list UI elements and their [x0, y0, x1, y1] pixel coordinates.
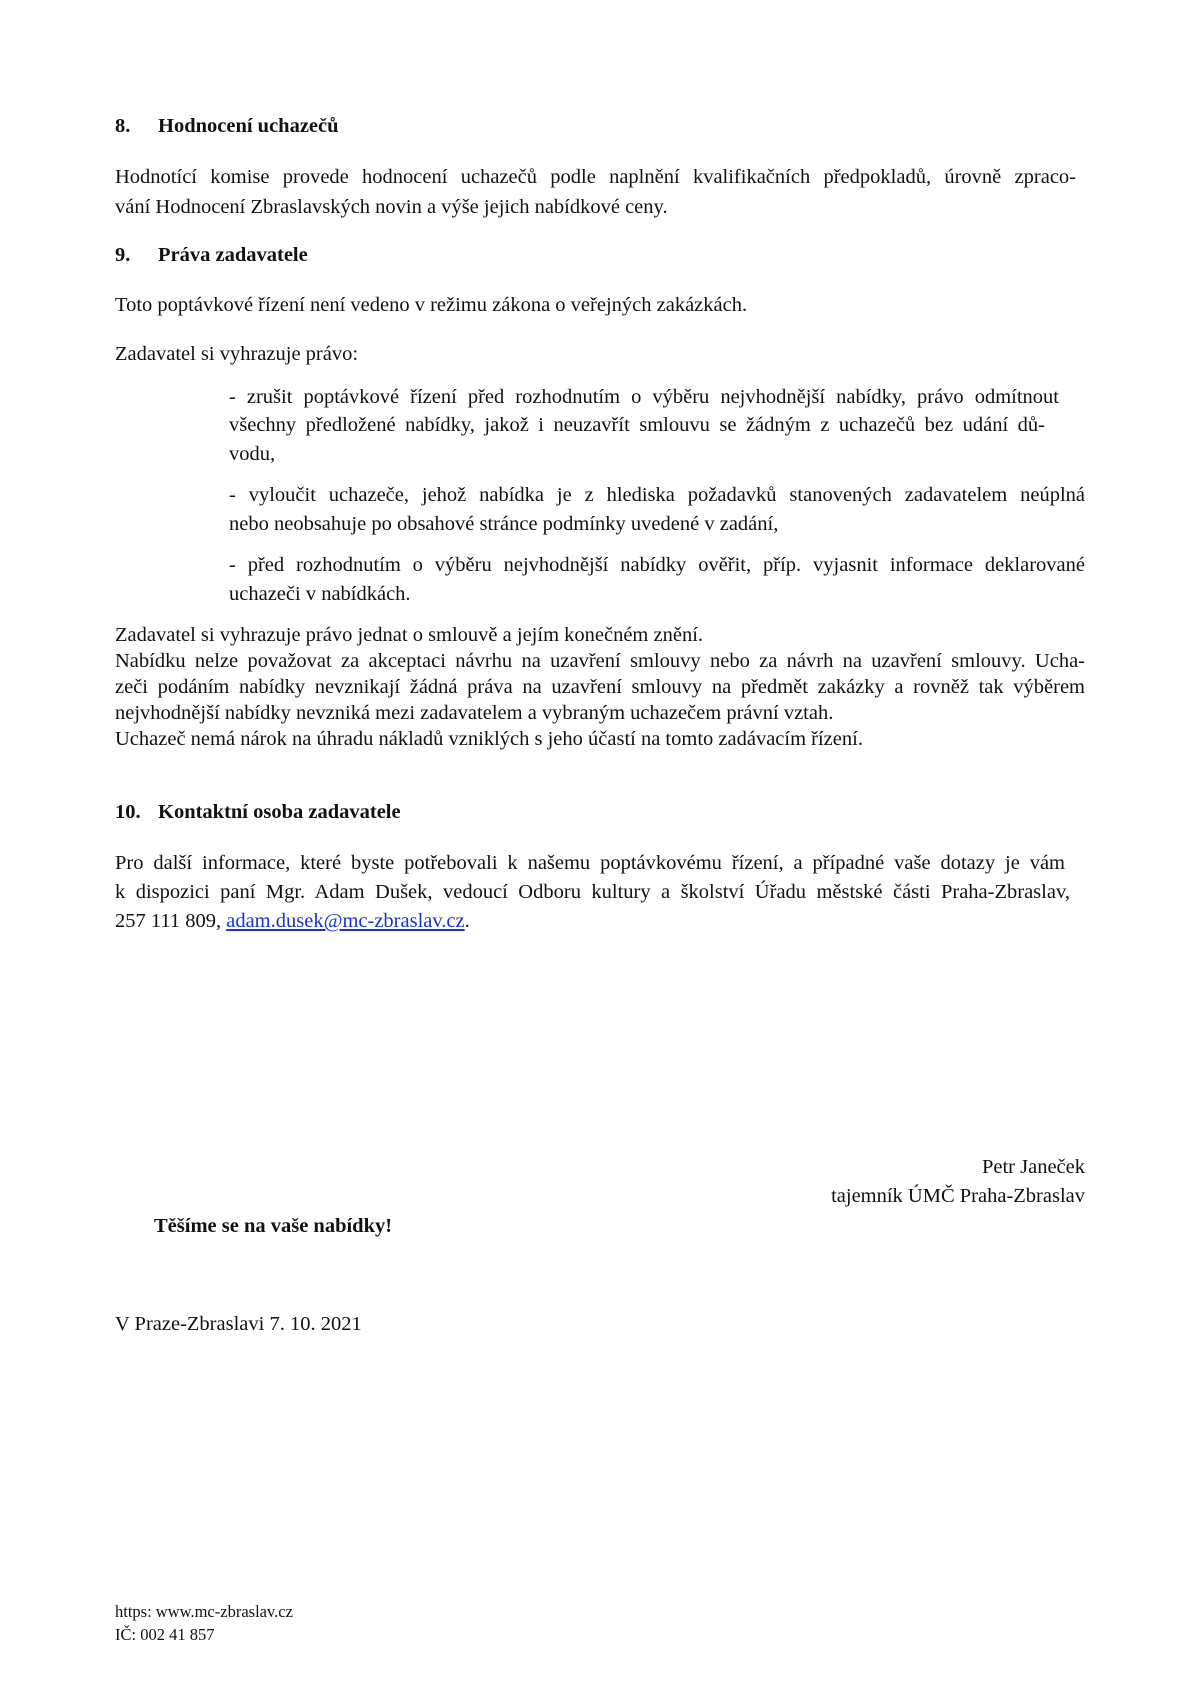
section-10-number: 10.	[115, 801, 141, 823]
section-9-intro: Toto poptávkové řízení není vedeno v režimu zákona o veřejných zakázkách.	[115, 294, 748, 316]
section-10-contact-line	[115, 910, 470, 933]
contact-email-link[interactable]: adam.dusek@mc-zbraslav.cz	[226, 910, 465, 932]
closing-greeting: Těšíme se na vaše nabídky!	[154, 1215, 393, 1237]
section-8-number: 8.	[115, 115, 131, 137]
section-9-closing-1: Zadavatel si vyhrazuje právo jednat o smlouvě a jejím konečném znění.	[115, 624, 704, 646]
section-10-line-2: k dispozici paní Mgr. Adam Dušek, vedoucí Odboru kultury a školství Úřadu městské části Praha-Zbraslav,	[115, 881, 1070, 903]
section-9-closing-4: nejvhodnější nabídky nevzniká mezi zadavatelem a vybraným uchazečem právní vztah.	[115, 702, 834, 724]
contact-phone: 257 111 809,	[115, 910, 227, 932]
reserve-item-1-line-1: - zrušit poptávkové řízení před rozhodnutím o výběru nejvhodnější nabídky, právo odmítnout	[229, 386, 1059, 408]
section-9-closing-5: Uchazeč nemá nárok na úhradu nákladů vzniklých s jeho účastí na tomto zadávacím řízení.	[115, 728, 863, 750]
place-date: V Praze-Zbraslavi 7. 10. 2021	[115, 1313, 362, 1335]
section-9-reserve: Zadavatel si vyhrazuje právo:	[115, 343, 359, 365]
reserve-item-2-line-2: nebo neobsahuje po obsahové stránce podmínky uvedené v zadání,	[229, 513, 779, 535]
section-10-heading	[115, 801, 401, 824]
section-9-closing-2: Nabídku nelze považovat za akceptaci návrhu na uzavření smlouvy nebo za návrh na uzavření smlouvy. Ucha-	[115, 650, 1085, 672]
section-10-line-1: Pro další informace, které byste potřebovali k našemu poptávkovému řízení, a případné vaše dotazy je vám	[115, 852, 1065, 874]
reserve-item-1-line-3: vodu,	[229, 443, 276, 465]
section-9-heading	[115, 244, 308, 267]
section-8-line-1: Hodnotící komise provede hodnocení uchazečů podle naplnění kvalifikačních předpokladů, úrovně zpraco-	[115, 166, 1076, 188]
section-8-heading	[115, 115, 339, 138]
reserve-item-1-line-2: všechny předložené nabídky, jakož i neuzavřít smlouvu se žádným z uchazečů bez udání dů-	[229, 414, 1045, 436]
contact-suffix: .	[464, 910, 470, 932]
section-10-title: Kontaktní osoba zadavatele	[158, 801, 401, 823]
signature-role: tajemník ÚMČ Praha-Zbraslav	[831, 1185, 1085, 1207]
reserve-item-2-line-1: - vyloučit uchazeče, jehož nabídka je z hlediska požadavků stanovených zadavatelem neúplná	[229, 484, 1085, 506]
section-9-number: 9.	[115, 244, 131, 266]
footer-ico: IČ: 002 41 857	[115, 1625, 215, 1644]
section-9-title: Práva zadavatele	[158, 244, 308, 266]
section-8-title: Hodnocení uchazečů	[158, 115, 339, 137]
reserve-item-3-line-1: - před rozhodnutím o výběru nejvhodnější nabídky ověřit, příp. vyjasnit informace deklarované	[229, 554, 1085, 576]
footer-website: https: www.mc-zbraslav.cz	[115, 1602, 293, 1621]
reserve-item-3-line-2: uchazeči v nabídkách.	[229, 583, 411, 605]
signature-name: Petr Janeček	[981, 1156, 1085, 1178]
section-9-closing-3: zeči podáním nabídky nevznikají žádná práva na uzavření smlouvy na předmět zakázky a rovněž tak výběrem	[115, 676, 1085, 698]
section-8-line-2: vání Hodnocení Zbraslavských novin a výše jejich nabídkové ceny.	[115, 196, 668, 218]
